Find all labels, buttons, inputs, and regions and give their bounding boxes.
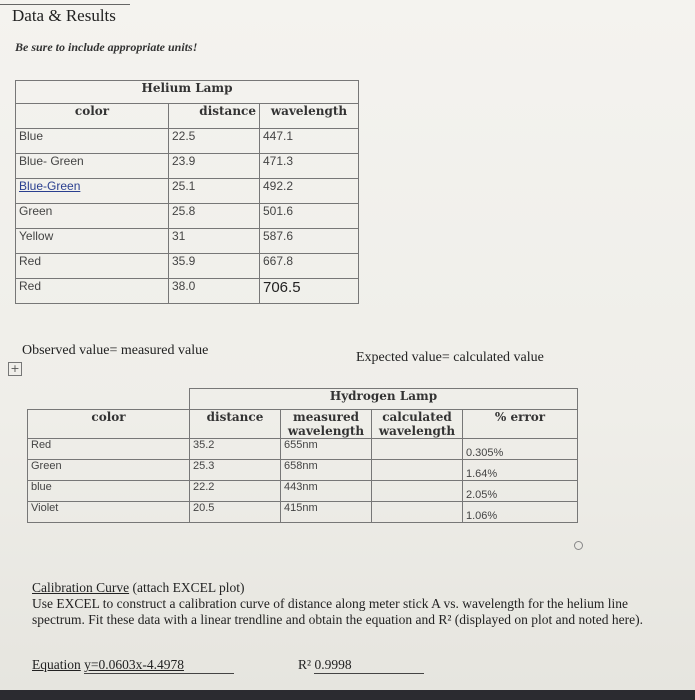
helium-cell-distance[interactable]: 38.0	[169, 279, 260, 304]
hydrogen-table-title: Hydrogen Lamp	[190, 389, 578, 410]
hydrogen-row	[28, 439, 578, 460]
hydrogen-cell-error[interactable]: 0.305%	[463, 439, 578, 460]
hydrogen-header-calculated: calculated wavelength	[372, 410, 463, 439]
hydrogen-row	[28, 502, 578, 523]
hydrogen-cell-measured[interactable]: 443nm	[281, 481, 372, 502]
helium-cell-wavelength[interactable]: 706.5	[260, 279, 359, 304]
hydrogen-cell-measured[interactable]: 658nm	[281, 460, 372, 481]
hydrogen-cell-calculated[interactable]	[372, 460, 463, 481]
helium-cell-distance[interactable]: 22.5	[169, 129, 260, 154]
hydrogen-cell-color[interactable]: blue	[28, 481, 190, 502]
calibration-heading-suffix: (attach EXCEL plot)	[129, 580, 245, 595]
helium-header-color: color	[16, 104, 169, 129]
section-title: Data & Results	[12, 6, 116, 25]
hydrogen-cell-calculated[interactable]	[372, 439, 463, 460]
helium-row	[16, 254, 359, 279]
top-rule	[0, 4, 130, 5]
observed-note: Observed value= measured value	[22, 343, 209, 358]
bottom-edge	[0, 690, 695, 700]
helium-cell-color[interactable]: Blue	[16, 129, 169, 154]
helium-cell-color[interactable]: Blue-Green	[16, 179, 169, 204]
hydrogen-corner-cell	[28, 389, 190, 410]
helium-row	[16, 229, 359, 254]
calibration-instructions	[32, 580, 662, 628]
hydrogen-cell-color[interactable]: Violet	[28, 502, 190, 523]
helium-cell-distance[interactable]: 35.9	[169, 254, 260, 279]
hydrogen-lamp-table	[27, 388, 578, 523]
hydrogen-cell-distance[interactable]: 25.3	[190, 460, 281, 481]
helium-table-title: Helium Lamp	[16, 81, 359, 104]
hydrogen-header-color: color	[28, 410, 190, 439]
helium-cell-wavelength[interactable]: 492.2	[260, 179, 359, 204]
hydrogen-cell-measured[interactable]: 415nm	[281, 502, 372, 523]
helium-cell-distance[interactable]: 25.1	[169, 179, 260, 204]
helium-cell-distance[interactable]: 31	[169, 229, 260, 254]
r2-label: R²	[298, 657, 312, 672]
helium-row	[16, 204, 359, 229]
r2-line	[298, 657, 424, 674]
hydrogen-cell-distance[interactable]: 22.2	[190, 481, 281, 502]
equation-label: Equation	[32, 657, 81, 672]
helium-cell-distance[interactable]: 25.8	[169, 204, 260, 229]
r2-value[interactable]: 0.9998	[314, 657, 424, 674]
hydrogen-header-distance: distance	[190, 410, 281, 439]
helium-cell-color[interactable]: Yellow	[16, 229, 169, 254]
helium-cell-wavelength[interactable]: 667.8	[260, 254, 359, 279]
table-move-handle-icon[interactable]: +	[8, 362, 22, 376]
helium-cell-wavelength[interactable]: 447.1	[260, 129, 359, 154]
hydrogen-cell-color[interactable]: Red	[28, 439, 190, 460]
helium-row	[16, 279, 359, 304]
equation-line	[32, 657, 234, 674]
calibration-heading: Calibration Curve	[32, 580, 130, 595]
helium-cell-wavelength[interactable]: 587.6	[260, 229, 359, 254]
hydrogen-cell-color[interactable]: Green	[28, 460, 190, 481]
table-resize-handle-icon[interactable]	[574, 541, 583, 550]
hydrogen-cell-calculated[interactable]	[372, 481, 463, 502]
helium-cell-color[interactable]: Red	[16, 279, 169, 304]
equation-value[interactable]: y=0.0603x-4.4978	[84, 657, 234, 674]
helium-header-wavelength: wavelength	[260, 104, 359, 129]
hydrogen-cell-error[interactable]: 2.05%	[463, 481, 578, 502]
helium-row	[16, 179, 359, 204]
hydrogen-header-measured: measured wavelength	[281, 410, 372, 439]
expected-note: Expected value= calculated value	[356, 350, 544, 365]
helium-cell-distance[interactable]: 23.9	[169, 154, 260, 179]
helium-cell-wavelength[interactable]: 471.3	[260, 154, 359, 179]
hydrogen-cell-error[interactable]: 1.64%	[463, 460, 578, 481]
units-instruction: Be sure to include appropriate units!	[15, 40, 198, 54]
helium-header-distance: distance	[169, 104, 260, 129]
helium-cell-color[interactable]: Blue- Green	[16, 154, 169, 179]
helium-row	[16, 154, 359, 179]
helium-cell-color[interactable]: Green	[16, 204, 169, 229]
hydrogen-cell-distance[interactable]: 35.2	[190, 439, 281, 460]
hydrogen-cell-distance[interactable]: 20.5	[190, 502, 281, 523]
helium-cell-color[interactable]: Red	[16, 254, 169, 279]
helium-row	[16, 129, 359, 154]
hydrogen-cell-error[interactable]: 1.06%	[463, 502, 578, 523]
helium-lamp-table	[15, 80, 359, 304]
hydrogen-cell-measured[interactable]: 655nm	[281, 439, 372, 460]
hydrogen-cell-calculated[interactable]	[372, 502, 463, 523]
helium-cell-wavelength[interactable]: 501.6	[260, 204, 359, 229]
hydrogen-header-error: % error	[463, 410, 578, 439]
calibration-body: Use EXCEL to construct a calibration curve of distance along meter stick A vs. wavelength for the helium line spectrum. Fit these data with a linear trendline and obtain the equation and R² (displayed on plot and noted here).	[32, 596, 644, 627]
hydrogen-row	[28, 481, 578, 502]
hydrogen-row	[28, 460, 578, 481]
